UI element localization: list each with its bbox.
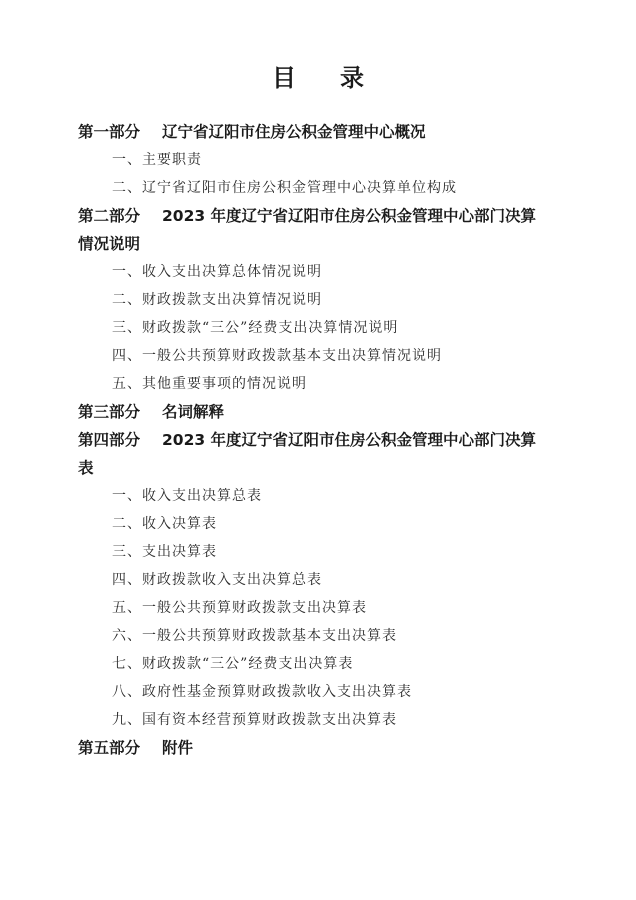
part-title-continuation: 表 [78,459,94,477]
toc-item: 三、支出决算表 [112,544,217,560]
toc-item: 一、主要职责 [112,152,202,168]
toc-item: 九、国有资本经营预算财政拨款支出决算表 [112,712,397,728]
toc-part-1 [78,118,568,146]
toc-item: 五、一般公共预算财政拨款支出决算表 [112,600,367,616]
toc-part-2 [78,202,568,230]
part-title-continuation: 情况说明 [78,235,141,253]
part-title: 2023 年度辽宁省辽阳市住房公积金管理中心部门决算 [162,207,537,225]
part-label: 第五部分 [78,739,141,757]
page-title [0,58,636,93]
toc-item: 六、一般公共预算财政拨款基本支出决算表 [112,628,397,644]
toc-item: 四、一般公共预算财政拨款基本支出决算情况说明 [112,348,442,364]
toc-item: 一、收入支出决算总表 [112,488,262,504]
toc-item: 四、财政拨款收入支出决算总表 [112,572,322,588]
toc-item: 二、财政拨款支出决算情况说明 [112,292,322,308]
toc-item: 五、其他重要事项的情况说明 [112,376,307,392]
toc-item: 二、辽宁省辽阳市住房公积金管理中心决算单位构成 [112,180,457,196]
toc-item: 一、收入支出决算总体情况说明 [112,264,322,280]
title-char-2: 录 [340,64,364,92]
toc-item: 七、财政拨款“三公”经费支出决算表 [112,656,354,672]
toc-item: 三、财政拨款“三公”经费支出决算情况说明 [112,320,399,336]
part-label: 第四部分 [78,431,141,449]
toc-part-4 [78,426,568,454]
toc-part-3 [78,398,568,426]
part-label: 第三部分 [78,403,141,421]
title-char-1: 目 [272,64,296,92]
toc-item: 八、政府性基金预算财政拨款收入支出决算表 [112,684,412,700]
part-title: 辽宁省辽阳市住房公积金管理中心概况 [162,123,426,141]
table-of-contents [78,118,568,762]
toc-item: 二、收入决算表 [112,516,217,532]
part-title: 2023 年度辽宁省辽阳市住房公积金管理中心部门决算 [162,431,537,449]
part-title: 附件 [162,739,194,757]
part-label: 第一部分 [78,123,141,141]
part-title: 名词解释 [162,403,225,421]
toc-part-5 [78,734,568,762]
part-label: 第二部分 [78,207,141,225]
